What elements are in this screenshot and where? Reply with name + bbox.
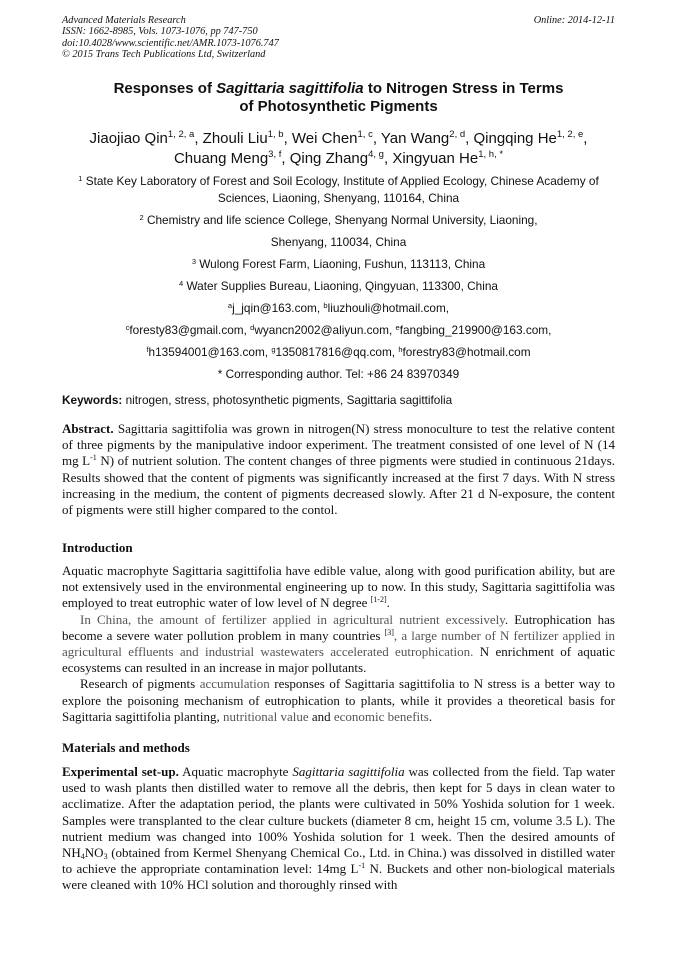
author-sup: 1, h, * [478, 149, 504, 160]
author-sup: 1, c [357, 129, 373, 140]
affiliation-2-line2: Shenyang, 110034, China [270, 235, 407, 249]
author-name: Yan Wang [380, 130, 450, 147]
methods-heading: Materials and methods [62, 740, 190, 755]
title-species: Sagittaria sagittifolia [216, 80, 364, 97]
email-sup: d [250, 323, 255, 332]
paragraph-text: , a large number of N fertilizer applied in agricultural effluents and industrial wastewaters accelerated eutrophication. [62, 627, 615, 660]
email-address: liuzhouli@hotmail.com, [327, 301, 450, 315]
email-address: forestry83@hotmail.com [402, 345, 531, 359]
email-sup: e [395, 323, 400, 332]
author-name: Xingyuan He [392, 150, 479, 167]
email-row-1 [62, 300, 615, 317]
paragraph-text: responses of Sagittaria sagittifolia to N stress is a better way to explore the poisoning mechanism of eutrophication to plants, while it provides a theoretical basis for Sagittaria sagittifolia planting, [62, 676, 615, 724]
corresponding-author: * Corresponding author. Tel: +86 24 83970349 [217, 367, 460, 381]
email-sup: h [398, 345, 403, 354]
paragraph-text: . [428, 708, 433, 724]
author-sup: 1, b [267, 129, 284, 140]
affiliation-number: 1 [78, 174, 83, 183]
affiliation-1 [62, 173, 615, 207]
paragraph-text: Aquatic macrophyte Sagittaria sagittifolia have edible value, along with good purification ability, but are not extensively used in the environmental engineering up to now. In this study, Sagittaria sagittifolia was employed to treat eutrophic water of low level of N degree [62, 563, 615, 611]
affiliation-number: 3 [191, 257, 196, 266]
paragraph-text: and [308, 708, 334, 724]
affiliation-number: 2 [139, 213, 144, 222]
paragraph-text: accumulation [199, 676, 270, 692]
email-address: fangbing_219900@163.com, [399, 323, 552, 337]
species-name: Sagittaria sagittifolia [292, 764, 405, 779]
paragraph-text: was collected from the field. Tap water used to wash plants then distilled water to remove all the debris, then kept for 5 days in clean water to acclimatize. After the adaptation period, the plants were cultivated in 50% Yoshida solution for 1 week. Samples were transplanted to the clear culture buckets (diameter 8 cm, height 15 cm, volume 3.5 L). The nutrient medium was changed into 100% Yoshida solution for 1 week. Then the desired amounts of NH [62, 764, 615, 861]
email-sup: b [323, 301, 328, 310]
author-name: Zhouli Liu [202, 130, 268, 147]
superscript: -1 [358, 861, 366, 871]
keywords [62, 392, 615, 408]
author-sep: , [465, 130, 474, 147]
paragraph-text: N enrichment of aquatic ecosystems can resulted in an increase in major pollutants. [62, 644, 616, 676]
affiliation-4 [62, 278, 615, 295]
issn-line: ISSN: 1662-8985, Vols. 1073-1076, pp 747-750 [62, 26, 258, 38]
title-post: to Nitrogen Stress in Terms [363, 80, 564, 97]
abstract-label: Abstract. [62, 421, 114, 436]
abstract [62, 421, 615, 518]
affiliation-number: 4 [179, 279, 184, 288]
author-name: Wei Chen [291, 130, 358, 147]
author-name: Qing Zhang [289, 150, 369, 167]
affiliation-2 [62, 212, 615, 229]
intro-paragraph-3 [62, 676, 615, 725]
introduction-heading: Introduction [62, 540, 133, 555]
title-line2: of Photosynthetic Pigments [239, 98, 438, 115]
email-sup: g [271, 345, 276, 354]
copyright-line: © 2015 Trans Tech Publications Ltd, Switzerland [62, 48, 266, 60]
affiliation-3 [62, 256, 615, 273]
author-sup: 2, d [449, 129, 466, 140]
author-sep: , [372, 130, 381, 147]
paragraph-text: (obtained from Kermel Shenyang Chemical Co., Ltd. in China.) was dissolved in distilled water to achieve the appropriate contamination level: 14mg L [62, 845, 615, 877]
paragraph-text: economic benefits [333, 708, 429, 724]
journal-name: Advanced Materials Research [62, 15, 186, 26]
email-address: j_jqin@163.com, [232, 301, 324, 315]
methods-body [62, 764, 615, 894]
citation: [3] [384, 627, 394, 637]
online-date: Online: 2014-12-11 [533, 15, 615, 26]
methods-label: Experimental set-up. [62, 764, 179, 779]
email-address: wyancn2002@aliyun.com, [254, 323, 396, 337]
keywords-label: Keywords: [62, 393, 123, 407]
author-sep: , [281, 150, 290, 167]
affiliation-text: Chemistry and life science College, Shenyang Normal University, Liaoning, [146, 213, 538, 227]
paper-title [62, 80, 615, 116]
abstract-sup: -1 [90, 453, 97, 463]
intro-paragraph-2 [62, 612, 615, 677]
abstract-text: N) of nutrient solution. The content changes of three pigments were studied in continuous 21days. Results showed that the content of pigments was significantly increased at the first 7 days. With N stress increasing in the medium, the content of pigments decreased slowly. After 21 d N-exposure, the content of pigments were still higher compared to the contol. [62, 453, 615, 518]
author-sep: , [583, 130, 588, 147]
affiliations [62, 173, 615, 383]
email-address: 1350817816@qq.com, [275, 345, 399, 359]
introduction-body [62, 563, 615, 725]
title-pre: Responses of [113, 80, 217, 97]
subscript: 4 [80, 852, 85, 862]
author-name: Jiaojiao Qin [89, 130, 168, 147]
email-address: h13594001@163.com, [148, 345, 272, 359]
email-sup: a [227, 301, 233, 310]
author-sep: , [383, 150, 393, 167]
affiliation-text: Wulong Forest Farm, Liaoning, Fushun, 113113, China [199, 257, 486, 271]
paragraph-text: . [386, 595, 390, 611]
email-row-3 [62, 344, 615, 361]
citation: [1-2] [370, 595, 387, 605]
paragraph-text: Research of pigments [80, 676, 200, 692]
paragraph-text: NO [84, 845, 104, 861]
author-name: Qingqing He [473, 130, 557, 147]
paragraph-text: Aquatic macrophyte [178, 764, 293, 779]
abstract-text: Sagittaria sagittifolia was grown in nitrogen(N) stress monoculture to test the relative content of three pigments by the manipulative indoor experiment. The treatment consisted of one level of N (14 mg L [62, 421, 615, 469]
paragraph-text: nutritional value [223, 708, 309, 724]
keywords-text: nitrogen, stress, photosynthetic pigments, Sagittaria sagittifolia [122, 393, 453, 407]
author-name: Chuang Meng [173, 150, 269, 167]
email-sup: c [125, 323, 130, 332]
author-sup: 1, 2, e [556, 129, 584, 140]
paragraph-text: In China, the amount of fertilizer applied in agricultural nutrient excessively [80, 611, 505, 627]
subscript: 3 [103, 852, 108, 862]
paragraph-text: N. Buckets and other non-biological materials were cleaned with 10% HCl solution and thoroughly rinsed with [62, 861, 615, 893]
email-sup: f [146, 345, 149, 354]
author-sup: 3, f [268, 149, 282, 160]
affiliation-text: Water Supplies Bureau, Liaoning, Qingyuan, 113300, China [186, 279, 498, 293]
paragraph-text: . Eutrophication has become a severe water pollution problem in many countries [62, 611, 615, 643]
email-address: foresty83@gmail.com, [129, 323, 251, 337]
doi-line: doi:10.4028/www.scientific.net/AMR.1073-1076.747 [62, 37, 279, 49]
intro-paragraph-1 [62, 563, 615, 612]
author-sup: 1, 2, a [167, 129, 195, 140]
affiliation-text: State Key Laboratory of Forest and Soil Ecology, Institute of Applied Ecology, Chinese Academy of Sciences, Liaoning, Shenyang, 110164, China [85, 174, 599, 205]
author-sep: , [194, 130, 203, 147]
email-row-2 [62, 322, 615, 339]
author-sup: 4, g [368, 149, 384, 160]
author-sep: , [283, 130, 292, 147]
author-list [62, 129, 615, 169]
journal-header [62, 15, 615, 60]
